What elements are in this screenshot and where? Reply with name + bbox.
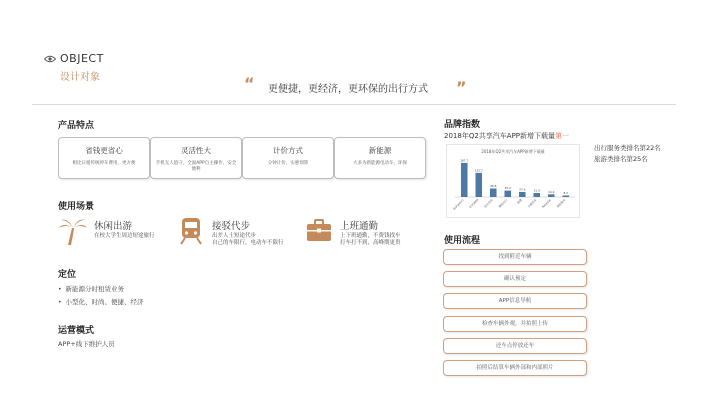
feature-title: 新能源 — [368, 146, 392, 155]
chart-data-label: 27.6 — [519, 187, 526, 192]
train-icon — [176, 216, 206, 246]
scenarios-heading: 使用场景 — [58, 202, 95, 212]
feature-desc: 大多为新能源电动车，环保 — [353, 161, 407, 166]
scenario-desc-line: 在校大学生周边短途旅行 — [94, 233, 155, 239]
chart-tick-label: 途歌 — [516, 197, 523, 205]
scenario-desc — [340, 233, 401, 247]
operations-heading: 运营模式 — [58, 326, 95, 336]
chart-bar — [461, 163, 468, 197]
chart-data-label: 132.7 — [474, 168, 483, 173]
feature-title: 灵活性大 — [181, 146, 211, 155]
palm-tree-icon — [58, 216, 88, 246]
object-title: OBJECT — [60, 52, 104, 65]
positioning-heading: 定位 — [58, 270, 77, 280]
feature-card — [242, 137, 334, 179]
positioning-list — [58, 283, 144, 309]
chart-bar — [519, 192, 526, 197]
chart-bar — [504, 191, 511, 197]
feature-title: 计价方式 — [273, 146, 303, 155]
chart-bar — [533, 193, 540, 197]
chart-tick-label: 盼达用车 — [483, 197, 494, 209]
chart-data-label: 187.7 — [460, 158, 469, 163]
list-item: • 小型化、时尚、便捷、经济 — [58, 296, 144, 309]
feature-desc: 相比日租传统停车费用，更方便 — [72, 161, 136, 166]
feature-card — [150, 137, 242, 179]
scenario-desc-line: 出差人士短途代步 — [212, 233, 257, 239]
divider — [32, 104, 676, 105]
feature-desc: 手机无人值守，全面APP自主操作，安全便利 — [155, 161, 237, 172]
features-heading: 产品特点 — [58, 121, 95, 131]
feature-title: 省钱更省心 — [85, 146, 123, 155]
chart-bar — [475, 173, 482, 197]
scenario-title: 休闲出游 — [94, 221, 133, 232]
rank-text — [594, 143, 661, 165]
flow-step: 检查车辆外观，并拍照上传 — [443, 316, 587, 332]
close-quote-icon: ” — [456, 78, 467, 97]
scenario-title: 上班通勤 — [340, 221, 379, 232]
operations-text: APP+线下维护人员 — [58, 340, 115, 348]
brand-stat — [444, 131, 569, 141]
chart-bar — [490, 188, 497, 197]
rank-line: 旅游类排名第25名 — [594, 155, 648, 163]
scenario-desc-line: 打车打不到，高峰期更贵 — [340, 240, 401, 246]
download-chart-svg — [447, 145, 579, 217]
chart-title: 2018年Q2共享汽车APP新增下载量 — [481, 149, 545, 154]
feature-desc: 分钟计价，实惠划算 — [267, 161, 309, 166]
scenario-desc — [212, 233, 284, 247]
brand-heading: 品牌指数 — [444, 120, 481, 130]
chart-tick-label: 摩范出行 — [497, 197, 509, 209]
chart-data-label: 35.2 — [504, 186, 511, 191]
object-subtitle: 设计对象 — [60, 72, 100, 83]
chart-data-label: 46.8 — [490, 183, 497, 188]
open-quote-icon: “ — [244, 74, 255, 93]
flow-step: 拍照后结算车辆外部和内部照片 — [443, 360, 587, 376]
list-item: • 新能源分时租赁业务 — [58, 283, 144, 296]
slogan-text: 更便捷，更经济，更环保的出行方式 — [268, 84, 428, 95]
flow-step: APP信息导航 — [443, 293, 587, 309]
feature-card — [334, 137, 426, 179]
chart-tick-label: PonyCar — [540, 197, 552, 209]
scenario-title: 接驳代步 — [212, 221, 251, 232]
scenario-desc-line: 自己的车限行，电动车不限行 — [212, 240, 284, 246]
brand-stat-highlight: 第一 — [555, 132, 570, 140]
chart-tick-label: EVCARD — [468, 197, 480, 209]
brand-stat-text: 2018年Q2共享汽车APP新增下载量 — [444, 132, 556, 140]
chart-tick-label: 绿狗租车 — [555, 197, 567, 209]
chart-data-label: 14.9 — [548, 189, 555, 194]
flow-step: 找到附近车辆 — [443, 249, 587, 265]
feature-card — [58, 137, 150, 179]
chart-data-label: 8.3 — [563, 190, 568, 195]
slogan — [244, 76, 474, 98]
flow-heading: 使用流程 — [444, 236, 481, 246]
download-chart — [446, 144, 580, 218]
chart-tick-label: GoFun出行 — [451, 197, 465, 211]
chart-bar — [562, 195, 569, 197]
chart-tick-label: 小鹿用车 — [526, 197, 538, 209]
briefcase-icon — [304, 216, 334, 246]
flow-step: 还车点停放还车 — [443, 338, 587, 354]
chart-bar — [548, 194, 555, 197]
eye-icon — [44, 55, 56, 63]
flow-step: 确认预定 — [443, 271, 587, 287]
scenario-desc — [94, 233, 155, 240]
chart-data-label: 21.9 — [533, 188, 540, 193]
rank-line: 出行服务类排名第22名 — [594, 144, 661, 152]
scenario-desc-line: 上下班通勤，不费钱找车 — [340, 233, 401, 239]
